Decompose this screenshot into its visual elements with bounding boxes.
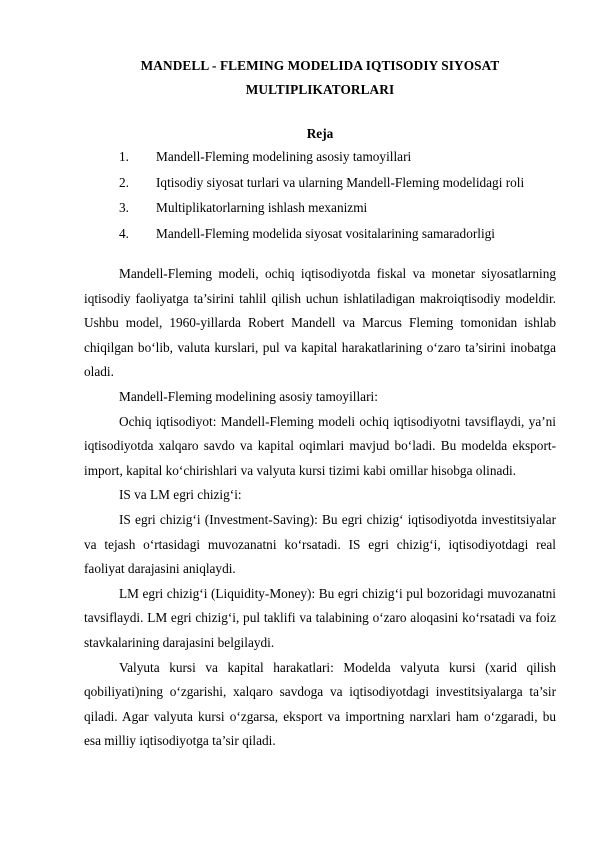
plan-item-1 bbox=[0, 147, 596, 173]
paragraph-lm-curve: LM egri chizig‘i (Liquidity-Money): Bu egri chizig‘i pul bozoridagi muvozanatni tavsiflaydi. LM egri chizig‘i, pul taklifi va talabining o‘zaro aloqasini ko‘rsatadi va foiz stavkalarining darajasini belgilaydi. bbox=[84, 585, 556, 650]
title-line-2: MULTIPLIKATORLARI bbox=[245, 82, 395, 97]
paragraph-is-curve: IS egri chizig‘i (Investment-Saving): Bu egri chizig‘ iqtisodiyotda investitsiyalar va tejash o‘rtasidagi muvozanatni ko‘rsatadi. IS egri chizig‘i, iqtisodiyotdagi real faoliyat darajasini aniqlaydi. bbox=[84, 511, 556, 577]
plan-item-text: Multiplikatorlarning ishlash mexanizmi bbox=[156, 200, 368, 215]
plan-item-number: 4. bbox=[119, 225, 129, 241]
plan-item-text: Mandell-Fleming modelida siyosat vositalarining samaradorligi bbox=[156, 225, 496, 241]
plan-list bbox=[0, 147, 596, 249]
plan-item-text: Mandell-Fleming modelining asosiy tamoyillari bbox=[156, 149, 412, 164]
paragraph-principles-heading: Mandell-Fleming modelining asosiy tamoyillari: bbox=[119, 388, 378, 404]
plan-item-number: 3. bbox=[119, 200, 129, 215]
plan-item-text: Iqtisodiy siyosat turlari va ularning Mandell-Fleming modelidagi roli bbox=[156, 174, 525, 190]
document-body bbox=[84, 262, 556, 754]
plan-item-4 bbox=[0, 224, 596, 250]
paragraph-is-lm-heading: IS va LM egri chizig‘i: bbox=[119, 487, 242, 503]
paragraph-intro: Mandell-Fleming modeli, ochiq iqtisodiyotda fiskal va monetar siyosatlarning iqtisodiy faoliyatga ta’sirini tahlil qilish uchun ishlatiladigan makroiqtisodiy modeldir. Ushbu model, 1960-yillarda Robert Mandell va Marcus Fleming tomonidan ishlab chiqilgan bo‘lib, valuta kurslari, pul va kapital harakatlarining o‘zaro ta’sirini inobatga oladi. bbox=[84, 266, 556, 380]
title-line-1: MANDELL - FLEMING MODELIDA IQTISODIY SIYOSAT bbox=[140, 58, 500, 73]
plan-item-2 bbox=[0, 173, 596, 199]
paragraph-open-economy: Ochiq iqtisodiyot: Mandell-Fleming modeli ochiq iqtisodiyotni tavsiflaydi, ya’ni iqtisodiyotda xalqaro savdo va kapital oqimlari mavjud bo‘ladi. Bu modelda eksport-import, kapital ko‘chirishlari va valyuta kursi tizimi kabi omillar hisobga olinadi. bbox=[84, 413, 556, 478]
paragraph-exchange-rate: Valyuta kursi va kapital harakatlari: Modelda valyuta kursi (xarid qilish qobiliyati)ning o‘zgarishi, xalqaro savdoga va iqtisodiyotdagi investitsiyalarga ta’sir qiladi. Agar valyuta kursi o‘zgarsa, eksport va importning narxlari ham o‘zgaradi, bu esa milliy iqtisodiyotga ta’sir qiladi. bbox=[84, 659, 556, 749]
document-title bbox=[84, 54, 556, 102]
plan-heading: Reja bbox=[306, 126, 334, 141]
plan-item-number: 1. bbox=[119, 149, 129, 164]
plan-item-number: 2. bbox=[119, 174, 129, 190]
plan-item-3 bbox=[0, 198, 596, 224]
